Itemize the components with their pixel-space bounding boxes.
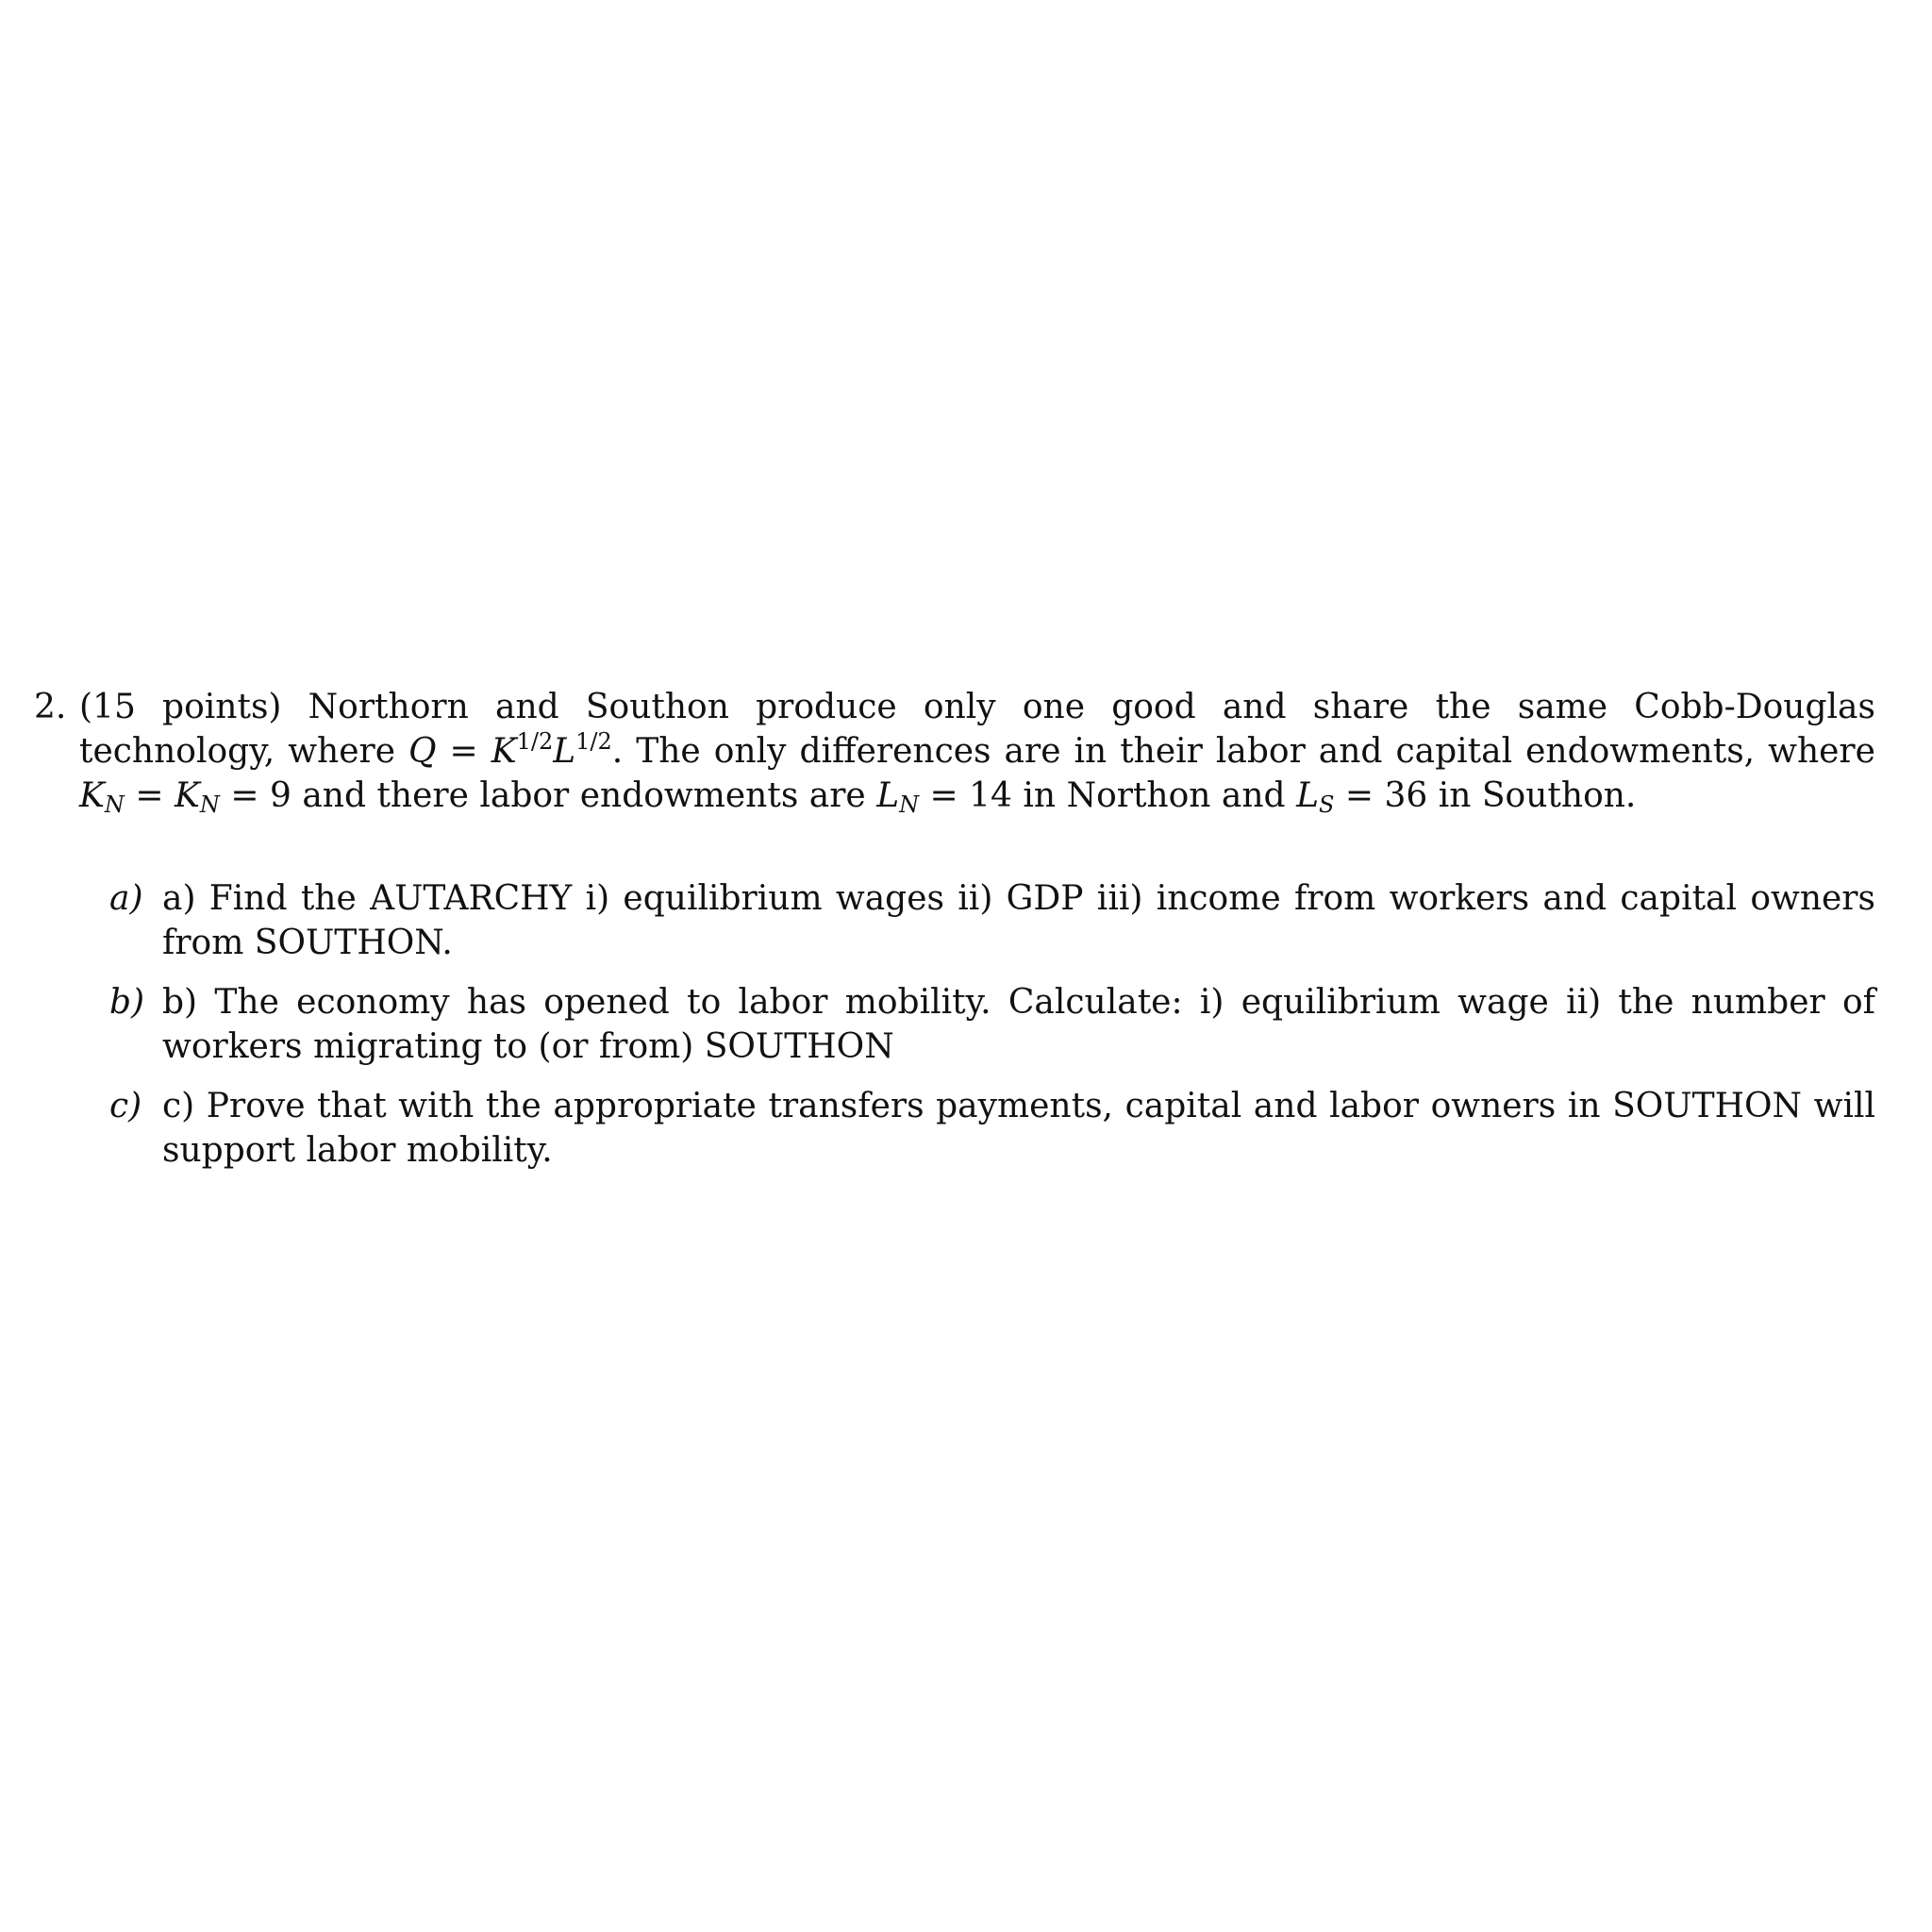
problem-statement [34, 685, 1875, 818]
in-northon: in Northon and [1023, 776, 1286, 815]
sentence-1: Northorn and Southon produce only one good and share the same Cobb-Douglas technology, where [79, 688, 1875, 771]
problem-text [79, 685, 1875, 818]
capital-endowment: $K_N = K_N = 9$ [79, 776, 291, 818]
sentence-3: and there labor endowments are [302, 776, 866, 815]
sentence-2: The only differences are in their labor and capital endowments, where [636, 732, 1875, 771]
labor-north: $L_N = 14$ [876, 776, 1012, 818]
part-text: a) Find the AUTARCHY i) equilibrium wages ii) GDP iii) income from workers and capital owners from SOUTHON. [162, 879, 1875, 962]
part-label: b) [109, 983, 145, 1022]
part-a [109, 876, 1875, 965]
points-label: (15 points) [79, 688, 282, 726]
part-c [109, 1084, 1875, 1173]
in-southon: in Southon. [1438, 776, 1637, 815]
labor-south: $L_S = 36$ [1296, 776, 1428, 818]
problem-2 [34, 685, 1875, 1188]
problem-number: 2. [34, 688, 67, 726]
production-function: $Q = K^{1/2}L^{1/2}$. [408, 728, 624, 771]
part-text: c) Prove that with the appropriate transfers payments, capital and labor owners in SOUTHON will support labor mobility. [162, 1087, 1875, 1170]
part-label: a) [109, 879, 143, 918]
part-label: c) [109, 1087, 142, 1125]
problem-parts [109, 876, 1875, 1173]
part-b [109, 980, 1875, 1069]
part-text: b) The economy has opened to labor mobility. Calculate: i) equilibrium wage ii) the number of workers migrating to (or from) SOUTHON [162, 983, 1875, 1066]
